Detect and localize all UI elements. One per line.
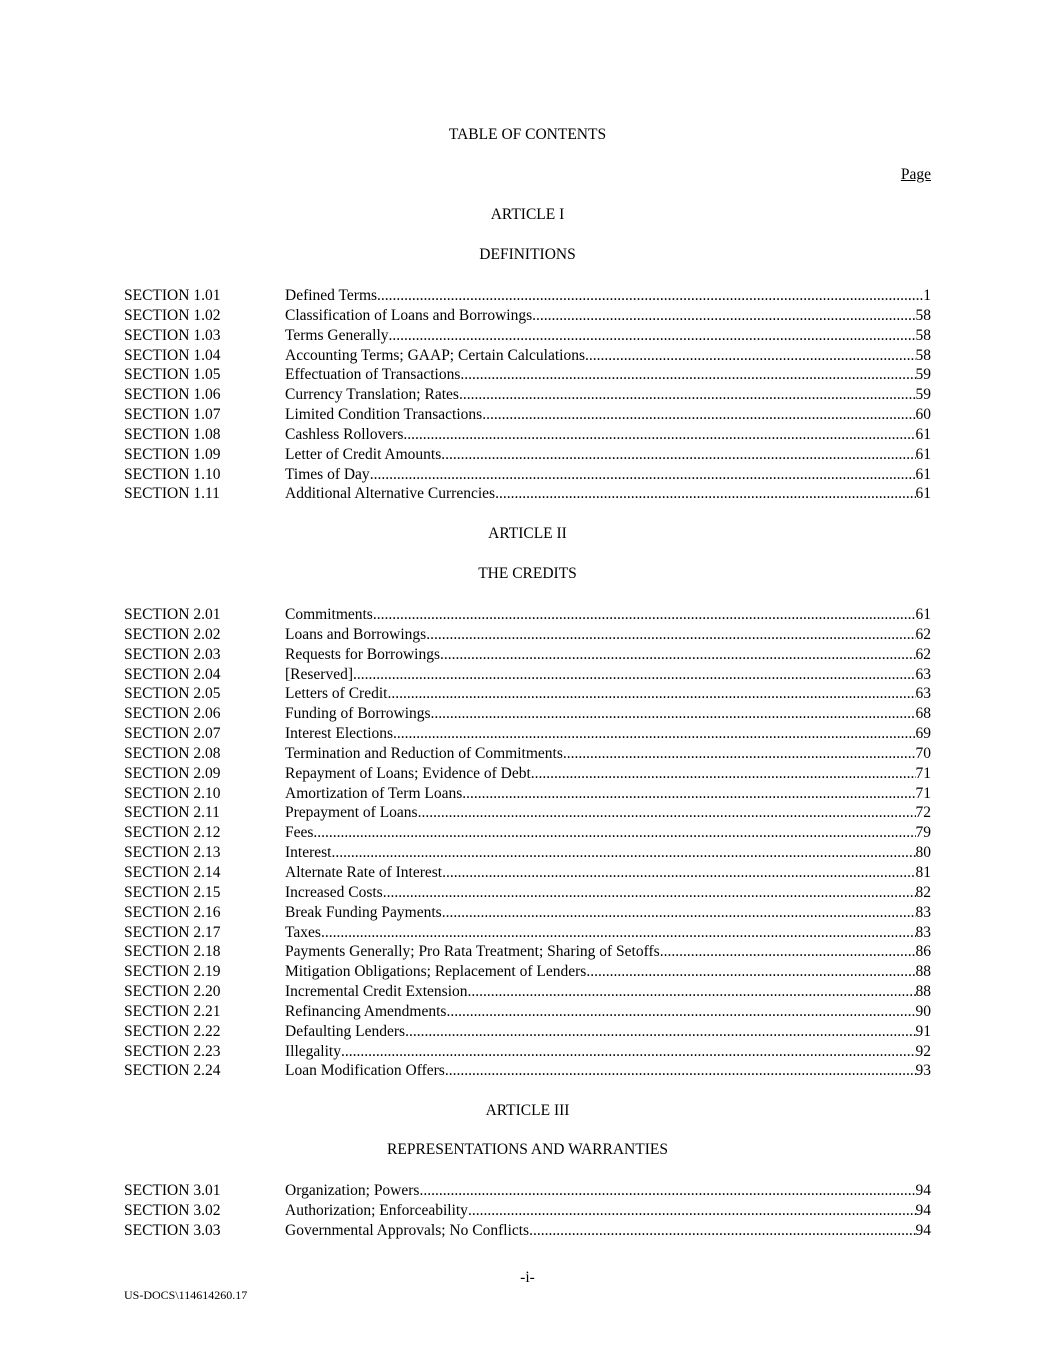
section-page-number: 71: [915, 784, 931, 802]
toc-entry[interactable]: [124, 704, 931, 724]
dot-leader: [495, 484, 915, 504]
section-page-number: 1: [923, 287, 931, 304]
dot-leader: [468, 982, 916, 1002]
section-page-number: 91: [915, 1022, 931, 1040]
section-page-number: 61: [915, 606, 931, 623]
section-number: SECTION 2.23: [124, 1042, 221, 1060]
toc-entry[interactable]: [124, 405, 931, 425]
toc-entry[interactable]: [124, 982, 931, 1002]
toc-entry[interactable]: [124, 306, 931, 326]
toc-entry[interactable]: [124, 1221, 931, 1241]
dot-leader: [563, 744, 916, 764]
section-page-number: 61: [915, 445, 931, 463]
section-number: SECTION 1.10: [124, 465, 221, 483]
section-page-number: 61: [915, 425, 931, 443]
toc-entry[interactable]: [124, 863, 931, 883]
toc-title: TABLE OF CONTENTS: [448, 126, 607, 143]
section-number: SECTION 2.12: [124, 824, 221, 842]
section-page-number: 82: [915, 883, 931, 901]
dot-leader: [405, 1022, 915, 1042]
dot-leader: [370, 465, 916, 485]
dot-leader: [353, 665, 916, 685]
section-page-number: 71: [915, 764, 931, 782]
article-2-heading: ARTICLE II: [488, 525, 567, 542]
dot-leader: [393, 724, 915, 744]
toc-entry[interactable]: [124, 923, 931, 943]
article-1-heading: ARTICLE I: [490, 206, 565, 223]
section-title: Authorization; Enforceability: [285, 1201, 468, 1219]
section-title: Accounting Terms; GAAP; Certain Calculations: [285, 346, 585, 364]
dot-leader: [660, 942, 916, 962]
section-page-number: 90: [915, 1002, 931, 1020]
section-number: SECTION 3.02: [124, 1201, 221, 1219]
toc-entry[interactable]: [124, 425, 931, 445]
toc-entry[interactable]: [124, 724, 931, 744]
dot-leader: [440, 645, 916, 665]
section-page-number: 68: [915, 705, 931, 723]
toc-entry[interactable]: [124, 605, 931, 625]
section-page-number: 80: [915, 844, 931, 862]
section-title: Funding of Borrowings: [285, 705, 431, 723]
toc-entry[interactable]: [124, 1022, 931, 1042]
toc-entry[interactable]: [124, 823, 931, 843]
dot-leader: [532, 306, 915, 326]
section-number: SECTION 2.01: [124, 606, 221, 623]
section-page-number: 83: [915, 923, 931, 941]
dot-leader: [586, 962, 915, 982]
section-number: SECTION 2.02: [124, 625, 221, 643]
section-number: SECTION 2.11: [124, 804, 220, 822]
toc-entry[interactable]: [124, 784, 931, 804]
section-number: SECTION 1.08: [124, 425, 221, 443]
section-title: Letters of Credit: [285, 685, 388, 703]
section-title: Limited Condition Transactions.: [285, 406, 487, 424]
section-number: SECTION 2.07: [124, 725, 221, 743]
section-title: Terms Generally: [285, 326, 389, 344]
section-title: Refinancing Amendments: [285, 1002, 447, 1020]
section-title: Letter of Credit Amounts: [285, 445, 442, 463]
section-title: Requests for Borrowings: [285, 645, 440, 663]
section-page-number: 94: [915, 1221, 931, 1239]
dot-leader: [418, 803, 916, 823]
section-page-number: 69: [915, 725, 931, 743]
toc-entry[interactable]: [124, 764, 931, 784]
section-number: SECTION 1.09: [124, 445, 221, 463]
section-page-number: 83: [915, 903, 931, 921]
section-number: SECTION 2.03: [124, 645, 221, 663]
section-page-number: 92: [915, 1042, 931, 1060]
section-title: Break Funding Payments: [285, 903, 442, 921]
section-number: SECTION 2.04: [124, 665, 221, 683]
section-page-number: 59: [915, 366, 931, 384]
dot-leader: [445, 1061, 916, 1081]
section-title: Loan Modification Offers: [285, 1062, 445, 1080]
section-page-number: 88: [915, 983, 931, 1001]
section-title: Termination and Reduction of Commitments: [285, 744, 563, 762]
section-number: SECTION 1.05: [124, 366, 221, 384]
section-page-number: 94: [915, 1182, 931, 1199]
section-number: SECTION 2.24: [124, 1062, 221, 1080]
section-page-number: 94: [915, 1201, 931, 1219]
toc-entry[interactable]: [124, 326, 931, 346]
section-title: Commitments: [285, 606, 373, 623]
section-number: SECTION 2.06: [124, 705, 221, 723]
section-number: SECTION 1.04: [124, 346, 221, 364]
article-2-subtitle: THE CREDITS: [478, 565, 577, 582]
section-title: Governmental Approvals; No Conflicts: [285, 1221, 530, 1239]
section-number: SECTION 2.16: [124, 903, 221, 921]
section-number: SECTION 1.11: [124, 485, 220, 503]
toc-entry[interactable]: [124, 803, 931, 823]
section-title: Loans and Borrowings: [285, 625, 427, 643]
section-page-number: 62: [915, 645, 931, 663]
dot-leader: [313, 823, 915, 843]
article-1-section-list: [124, 286, 931, 504]
dot-leader: [460, 365, 915, 385]
dot-leader: [377, 286, 923, 306]
toc-entry[interactable]: [124, 1181, 931, 1201]
section-number: SECTION 2.18: [124, 943, 221, 961]
toc-entry[interactable]: [124, 465, 931, 485]
section-title: Additional Alternative Currencies: [285, 485, 496, 503]
section-title: Illegality: [285, 1042, 341, 1060]
section-page-number: 58: [915, 346, 931, 364]
section-number: SECTION 2.19: [124, 963, 221, 981]
section-number: SECTION 2.05: [124, 685, 221, 703]
dot-leader: [387, 684, 915, 704]
section-title: Increased Costs: [285, 883, 383, 901]
dot-leader: [468, 1201, 916, 1221]
toc-entry[interactable]: [124, 346, 931, 366]
dot-leader: [585, 346, 916, 366]
section-number: SECTION 2.20: [124, 983, 221, 1001]
toc-entry[interactable]: [124, 625, 931, 645]
toc-entry[interactable]: [124, 843, 931, 863]
toc-entry[interactable]: [124, 1042, 931, 1062]
section-number: SECTION 3.03: [124, 1221, 221, 1239]
section-title: Classification of Loans and Borrowings: [285, 306, 533, 324]
section-page-number: 62: [915, 625, 931, 643]
toc-entry[interactable]: [124, 903, 931, 923]
dot-leader: [459, 385, 916, 405]
article-3-subtitle: REPRESENTATIONS AND WARRANTIES: [387, 1141, 668, 1158]
section-title: Currency Translation; Rates: [285, 386, 459, 404]
section-number: SECTION 2.15: [124, 883, 221, 901]
section-title: Prepayment of Loans: [285, 804, 418, 822]
section-title: Alternate Rate of Interest: [285, 863, 443, 881]
section-number: SECTION 2.17: [124, 923, 221, 941]
toc-entry[interactable]: [124, 1201, 931, 1221]
toc-entry[interactable]: [124, 645, 931, 665]
dot-leader: [431, 704, 916, 724]
toc-entry[interactable]: [124, 1002, 931, 1022]
page-number: -i-: [520, 1269, 535, 1286]
dot-leader: [442, 903, 916, 923]
section-number: SECTION 2.09: [124, 764, 221, 782]
dot-leader: [426, 625, 915, 645]
section-page-number: 72: [915, 804, 931, 822]
section-page-number: 60: [915, 406, 931, 424]
section-number: SECTION 3.01: [124, 1182, 221, 1199]
section-number: SECTION 2.22: [124, 1022, 221, 1040]
dot-leader: [403, 425, 915, 445]
article-3-section-list: [124, 1181, 931, 1241]
section-page-number: 63: [915, 685, 931, 703]
section-page-number: 70: [915, 744, 931, 762]
section-title: [Reserved]: [285, 665, 353, 683]
dot-leader: [389, 326, 916, 346]
dot-leader: [462, 784, 915, 804]
section-page-number: 58: [915, 306, 931, 324]
dot-leader: [321, 923, 916, 943]
page-column-label: Page: [900, 166, 931, 183]
section-title: Payments Generally; Pro Rata Treatment; Sharing of Setoffs: [285, 943, 660, 961]
section-page-number: 88: [915, 963, 931, 981]
section-title: Interest: [285, 844, 332, 862]
toc-entry[interactable]: [124, 1061, 931, 1081]
section-number: SECTION 1.03: [124, 326, 221, 344]
section-number: SECTION 1.06: [124, 386, 221, 404]
section-number: SECTION 2.21: [124, 1002, 221, 1020]
section-page-number: 58: [915, 326, 931, 344]
section-page-number: 86: [915, 943, 931, 961]
section-title: Times of Day: [285, 465, 370, 483]
toc-entry[interactable]: [124, 665, 931, 685]
section-title: Cashless Rollovers: [285, 425, 404, 443]
section-number: SECTION 2.13: [124, 844, 221, 862]
section-number: SECTION 2.08: [124, 744, 221, 762]
toc-entry[interactable]: [124, 744, 931, 764]
section-title: Fees: [285, 824, 314, 842]
section-page-number: 61: [915, 465, 931, 483]
toc-entry[interactable]: [124, 385, 931, 405]
section-title: Taxes: [285, 923, 321, 941]
section-page-number: 81: [915, 863, 931, 881]
toc-entry[interactable]: [124, 883, 931, 903]
dot-leader: [529, 1221, 915, 1241]
toc-entry[interactable]: [124, 445, 931, 465]
section-title: Defaulting Lenders: [285, 1022, 406, 1040]
dot-leader: [441, 445, 915, 465]
article-1-subtitle: DEFINITIONS: [479, 246, 576, 263]
dot-leader: [331, 843, 915, 863]
section-title: Incremental Credit Extension: [285, 983, 468, 1001]
section-number: SECTION 2.10: [124, 784, 221, 802]
article-2-section-list: [124, 605, 931, 1081]
toc-entry[interactable]: [124, 484, 931, 504]
section-page-number: 93: [915, 1062, 931, 1080]
dot-leader: [442, 863, 915, 883]
section-number: SECTION 1.01: [124, 287, 221, 304]
dot-leader: [446, 1002, 915, 1022]
document-id: US-DOCS\114614260.17: [124, 1288, 248, 1302]
section-title: Organization; Powers: [285, 1182, 420, 1199]
article-3-heading: ARTICLE III: [485, 1102, 570, 1119]
toc-entry[interactable]: [124, 942, 931, 962]
toc-entry[interactable]: [124, 365, 931, 385]
section-page-number: 59: [915, 386, 931, 404]
section-number: SECTION 1.02: [124, 306, 221, 324]
dot-leader: [373, 605, 916, 625]
dot-leader: [486, 405, 915, 425]
section-number: SECTION 2.14: [124, 863, 221, 881]
toc-entry[interactable]: [124, 684, 931, 704]
section-title: Interest Elections: [285, 725, 394, 743]
section-number: SECTION 1.07: [124, 406, 221, 424]
section-page-number: 79: [915, 824, 931, 842]
section-page-number: 61: [915, 485, 931, 503]
dot-leader: [341, 1042, 916, 1062]
dot-leader: [419, 1181, 915, 1201]
dot-leader: [531, 764, 916, 784]
toc-entry[interactable]: [124, 286, 931, 306]
toc-entry[interactable]: [124, 962, 931, 982]
section-title: Mitigation Obligations; Replacement of Lenders: [285, 963, 587, 981]
section-title: Effectuation of Transactions: [285, 366, 461, 384]
section-title: Amortization of Term Loans: [285, 784, 463, 802]
section-title: Defined Terms: [285, 287, 378, 304]
dot-leader: [383, 883, 916, 903]
section-page-number: 63: [915, 665, 931, 683]
section-title: Repayment of Loans; Evidence of Debt: [285, 764, 531, 782]
